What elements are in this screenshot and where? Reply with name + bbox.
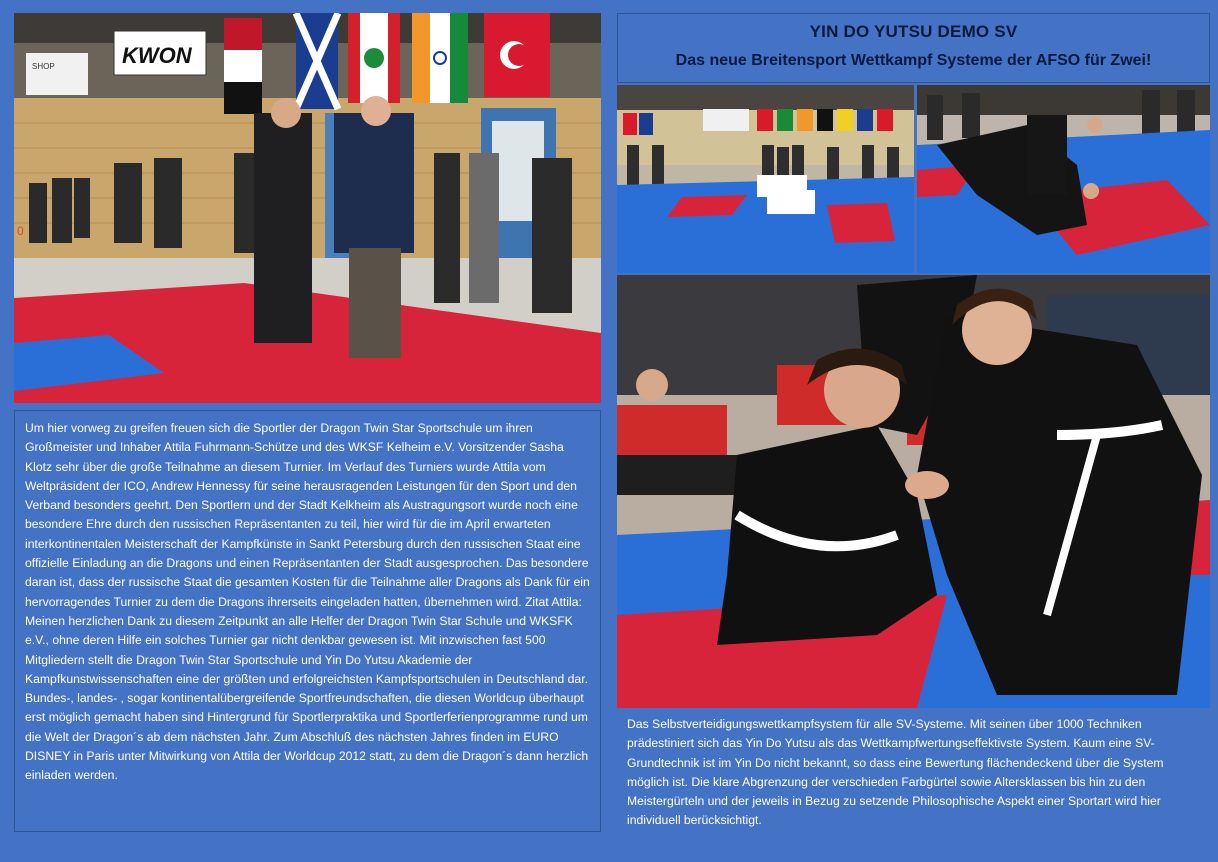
scoreboard-digit: 0 bbox=[17, 224, 24, 238]
article-text-right bbox=[617, 710, 1210, 830]
demo-grip-photo bbox=[617, 275, 1210, 708]
award-ceremony-photo bbox=[14, 13, 601, 403]
demo-throw-photo-close bbox=[917, 85, 1210, 273]
demo-throw-photo-wide bbox=[617, 85, 914, 273]
page-subtitle: Das neue Breitensport Wettkampf Systeme der AFSO für Zwei! bbox=[675, 52, 1152, 69]
article-paragraph-right: Das Selbstverteidigungswettkampfsystem für alle SV-Systeme. Mit seinen über 1000 Techniken prädestiniert sich das Yin Do Yutsu als das Wettkampfwertungseffektivste System. Kaum eine SV-Grundtechnik ist im Yin Do nicht bekannt, so dass eine Bewertung flächendeckend über die System möglich ist. Die klare Abgrenzung der verschieden Farbgürtel sowie Altersklassen bis hin zu den Meistergürteln und der jeweils in Bezug zu setzende Philosophische Aspekt einer Sportart wird hier individuell berücksichtigt. bbox=[627, 717, 1164, 828]
article-text-left bbox=[14, 410, 601, 832]
page-title: YIN DO YUTSU DEMO SV bbox=[809, 22, 1018, 41]
header-box bbox=[617, 13, 1210, 83]
article-paragraph-left: Um hier vorweg zu greifen freuen sich die Sportler der Dragon Twin Star Sportschule um ihren Großmeister und Inhaber Attila Fuhrmann-Schütze und des WKSF Kelheim e.V. Vorsitzender Sasha Klotz sehr über die große Teilnahme an diesem Turnier. Im Verlauf des Turniers wurde Attila vom Weltpräsident der ICO, Andrew Hennessy für seine herausragenden Leistungen für den Sport und den Verband besonders geehrt. Den Sportlern und der Stadt Kelkheim als Austragungsort wurde noch eine besondere Ehre durch den russischen Repräsentanten zu teil, hier wird für die im April erwarteten interkontinentalen Meisterschaft der Kampfkünste in Sankt Petersburg durch den russischen Staat eine offizielle Einladung an die Dragons und einen Repräsentanten der Stadt ausgesprochen. Das besondere daran ist, dass der russische Staat die gesamten Kosten für die Teilnahme aller Dragons als Dank für ein hervorragendes Turnier zu dem die Dragons ihrerseits eingeladen hatten, übernehmen wird. Zitat Attila: Meinen herzlichen Dank zu diesem Zeitpunkt an alle Helfer der Dragon Twin Star Schule und WKSFK e.V., ohne deren Hilfe ein solches Turnier gar nicht denkbar gewesen ist. Mit inzwischen fast 500 Mitgliedern stellt die Dragon Twin Star Sportschule und Yin Do Yutsu Akademie der Kampfkunstwissenschaften eine der größten und erfolgreichsten Kampfsportschulen in Deutschland dar. Bundes-, landes- , sogar kontinentalübergreifende Sportfreundschaften, die diesen Worldcup überhaupt erst möglich gemacht haben sind Hintergrund für Sportlerpraktika und Sportlerferienprogramme rund um die Welt der Dragon´s ab dem nächsten Jahr. Zum Abschluß des nächsten Jahres finden im EURO DISNEY in Paris unter Mitwirkung von Attila der Worldcup 2012 statt, zu dem die Dragon´s dann herzlich einladen werden. bbox=[25, 421, 590, 783]
kwon-banner-text: KWON bbox=[122, 43, 192, 68]
shop-banner-text: SHOP bbox=[32, 62, 55, 71]
